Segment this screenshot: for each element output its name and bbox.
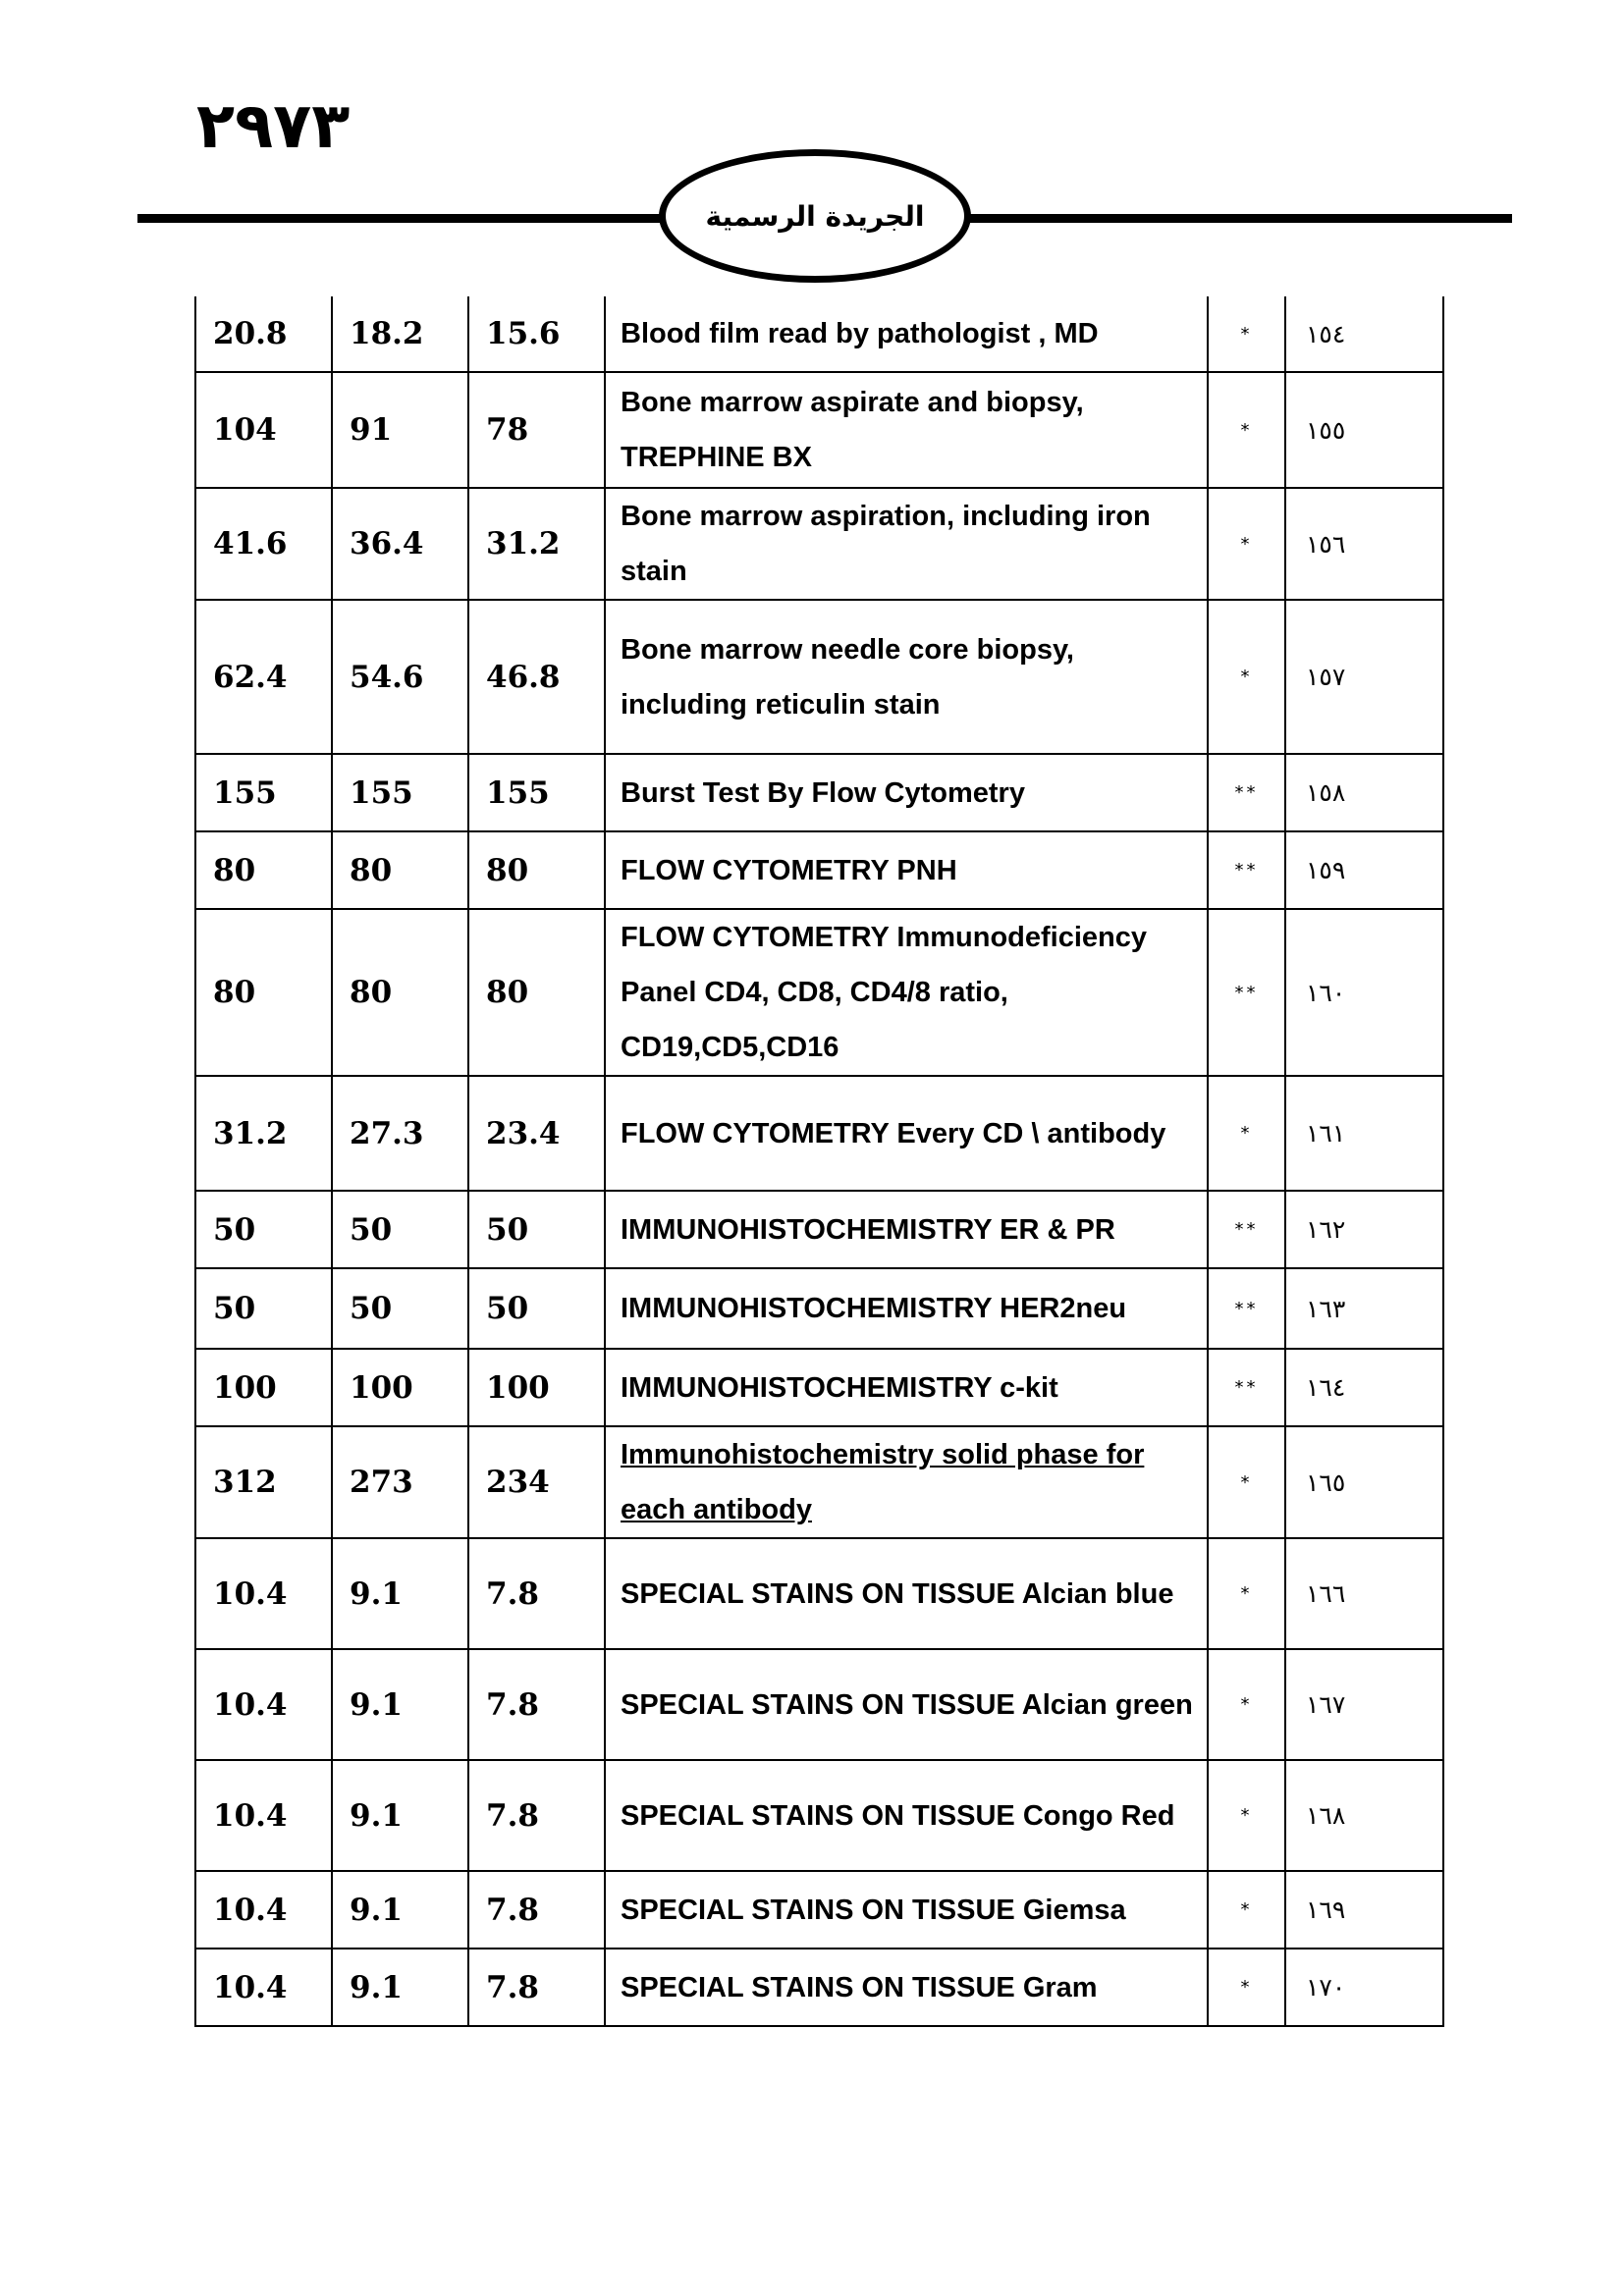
item-number-text: ١٦١ <box>1306 1119 1346 1148</box>
item-number-text: ١٦٥ <box>1306 1468 1346 1497</box>
table-row <box>195 296 1443 372</box>
item-number-text: ١٦٩ <box>1306 1896 1346 1924</box>
table-row <box>195 488 1443 600</box>
price-col-2: 9.1 <box>332 1949 468 2026</box>
item-number-text: ١٧٠ <box>1306 1973 1346 2002</box>
price-col-2: 155 <box>332 754 468 831</box>
item-number <box>1285 1538 1443 1649</box>
item-number-text: ١٥٦ <box>1306 529 1346 559</box>
table-row <box>195 1349 1443 1426</box>
fees-table <box>194 296 1444 2027</box>
page-number: ٢٩٧٣ <box>196 90 351 163</box>
item-number <box>1285 1191 1443 1268</box>
price-col-1: 50 <box>195 1191 332 1268</box>
price-col-2: 9.1 <box>332 1760 468 1871</box>
item-number <box>1285 600 1443 754</box>
item-number-text: ١٦٧ <box>1306 1690 1346 1719</box>
category-mark: * <box>1208 600 1285 754</box>
service-description <box>605 1426 1208 1538</box>
price-col-1: 80 <box>195 831 332 909</box>
price-col-3: 234 <box>468 1426 605 1538</box>
price-col-1: 31.2 <box>195 1076 332 1191</box>
service-description: FLOW CYTOMETRY PNH <box>605 831 1208 909</box>
item-number-text: ١٦٨ <box>1306 1801 1346 1830</box>
category-mark: * <box>1208 1760 1285 1871</box>
price-col-1: 104 <box>195 372 332 488</box>
price-col-2: 50 <box>332 1191 468 1268</box>
service-description: SPECIAL STAINS ON TISSUE Alcian blue <box>605 1538 1208 1649</box>
category-mark: ** <box>1208 909 1285 1076</box>
service-description: SPECIAL STAINS ON TISSUE Gram <box>605 1949 1208 2026</box>
service-description: SPECIAL STAINS ON TISSUE Giemsa <box>605 1871 1208 1949</box>
header-title: الجريدة الرسمية <box>705 199 925 233</box>
price-col-2: 9.1 <box>332 1871 468 1949</box>
category-mark: * <box>1208 1649 1285 1760</box>
item-number <box>1285 1649 1443 1760</box>
price-col-2: 54.6 <box>332 600 468 754</box>
category-mark: * <box>1208 1871 1285 1949</box>
table-row <box>195 1949 1443 2026</box>
item-number-text: ١٦٠ <box>1306 978 1346 1007</box>
table-row <box>195 1268 1443 1349</box>
price-col-3: 7.8 <box>468 1949 605 2026</box>
item-number <box>1285 1871 1443 1949</box>
table-row <box>195 754 1443 831</box>
table-row <box>195 372 1443 488</box>
price-col-3: 7.8 <box>468 1871 605 1949</box>
service-description: Bone marrow needle core biopsy, including reticulin stain <box>605 600 1208 754</box>
price-col-1: 50 <box>195 1268 332 1349</box>
price-col-3: 7.8 <box>468 1649 605 1760</box>
price-col-3: 7.8 <box>468 1538 605 1649</box>
service-description: Bone marrow aspiration, including iron stain <box>605 488 1208 600</box>
price-col-1: 20.8 <box>195 296 332 372</box>
price-col-2: 91 <box>332 372 468 488</box>
item-number-text: ١٦٤ <box>1306 1373 1346 1402</box>
item-number <box>1285 831 1443 909</box>
category-mark: ** <box>1208 1349 1285 1426</box>
category-mark: * <box>1208 296 1285 372</box>
price-col-3: 100 <box>468 1349 605 1426</box>
category-mark: * <box>1208 372 1285 488</box>
service-description-underlined: Immunohistochemistry solid phase for each antibody <box>621 1439 1145 1525</box>
item-number-text: ١٥٤ <box>1306 319 1346 348</box>
item-number-text: ١٦٦ <box>1306 1579 1346 1608</box>
price-col-2: 27.3 <box>332 1076 468 1191</box>
price-col-3: 50 <box>468 1191 605 1268</box>
price-col-1: 100 <box>195 1349 332 1426</box>
price-col-2: 80 <box>332 831 468 909</box>
item-number <box>1285 1426 1443 1538</box>
price-col-1: 10.4 <box>195 1949 332 2026</box>
price-col-1: 62.4 <box>195 600 332 754</box>
price-col-1: 41.6 <box>195 488 332 600</box>
table-row <box>195 1649 1443 1760</box>
price-col-3: 46.8 <box>468 600 605 754</box>
price-col-2: 9.1 <box>332 1538 468 1649</box>
category-mark: * <box>1208 1538 1285 1649</box>
header-oval <box>659 149 971 283</box>
category-mark: ** <box>1208 1268 1285 1349</box>
price-col-3: 23.4 <box>468 1076 605 1191</box>
item-number-text: ١٥٨ <box>1306 778 1346 807</box>
price-col-2: 100 <box>332 1349 468 1426</box>
item-number <box>1285 1760 1443 1871</box>
price-col-2: 9.1 <box>332 1649 468 1760</box>
item-number <box>1285 372 1443 488</box>
category-mark: ** <box>1208 1191 1285 1268</box>
price-col-3: 155 <box>468 754 605 831</box>
price-col-1: 312 <box>195 1426 332 1538</box>
price-col-2: 273 <box>332 1426 468 1538</box>
price-col-3: 78 <box>468 372 605 488</box>
service-description: IMMUNOHISTOCHEMISTRY c-kit <box>605 1349 1208 1426</box>
service-description: SPECIAL STAINS ON TISSUE Congo Red <box>605 1760 1208 1871</box>
price-col-1: 10.4 <box>195 1538 332 1649</box>
price-col-3: 7.8 <box>468 1760 605 1871</box>
service-description: FLOW CYTOMETRY Every CD \ antibody <box>605 1076 1208 1191</box>
service-description: Bone marrow aspirate and biopsy, TREPHINE BX <box>605 372 1208 488</box>
table-row <box>195 831 1443 909</box>
price-col-1: 10.4 <box>195 1871 332 1949</box>
price-col-1: 80 <box>195 909 332 1076</box>
item-number-text: ١٦٣ <box>1306 1294 1346 1323</box>
price-col-1: 155 <box>195 754 332 831</box>
service-description: IMMUNOHISTOCHEMISTRY ER & PR <box>605 1191 1208 1268</box>
category-mark: * <box>1208 488 1285 600</box>
price-col-2: 50 <box>332 1268 468 1349</box>
service-description: SPECIAL STAINS ON TISSUE Alcian green <box>605 1649 1208 1760</box>
table-row <box>195 909 1443 1076</box>
table-row <box>195 1426 1443 1538</box>
item-number-text: ١٥٥ <box>1306 415 1346 445</box>
price-col-3: 80 <box>468 831 605 909</box>
price-col-2: 80 <box>332 909 468 1076</box>
category-mark: ** <box>1208 754 1285 831</box>
service-description: IMMUNOHISTOCHEMISTRY HER2neu <box>605 1268 1208 1349</box>
item-number-text: ١٥٩ <box>1306 856 1346 884</box>
category-mark: ** <box>1208 831 1285 909</box>
item-number <box>1285 488 1443 600</box>
price-col-3: 50 <box>468 1268 605 1349</box>
item-number <box>1285 909 1443 1076</box>
price-col-3: 15.6 <box>468 296 605 372</box>
price-col-1: 10.4 <box>195 1649 332 1760</box>
item-number <box>1285 1076 1443 1191</box>
service-description: Burst Test By Flow Cytometry <box>605 754 1208 831</box>
table-row <box>195 600 1443 754</box>
table-row <box>195 1538 1443 1649</box>
category-mark: * <box>1208 1949 1285 2026</box>
item-number-text: ١٥٧ <box>1306 663 1346 691</box>
item-number <box>1285 1349 1443 1426</box>
category-mark: * <box>1208 1076 1285 1191</box>
table-row <box>195 1760 1443 1871</box>
price-col-2: 36.4 <box>332 488 468 600</box>
item-number <box>1285 296 1443 372</box>
category-mark: * <box>1208 1426 1285 1538</box>
price-col-2: 18.2 <box>332 296 468 372</box>
price-col-3: 80 <box>468 909 605 1076</box>
item-number-text: ١٦٢ <box>1306 1215 1346 1244</box>
item-number <box>1285 754 1443 831</box>
price-col-3: 31.2 <box>468 488 605 600</box>
table-row <box>195 1871 1443 1949</box>
service-description: Blood film read by pathologist , MD <box>605 296 1208 372</box>
table-row <box>195 1191 1443 1268</box>
item-number <box>1285 1949 1443 2026</box>
service-description: FLOW CYTOMETRY Immunodeficiency Panel CD4, CD8, CD4/8 ratio, CD19,CD5,CD16 <box>605 909 1208 1076</box>
item-number <box>1285 1268 1443 1349</box>
price-col-1: 10.4 <box>195 1760 332 1871</box>
table-row <box>195 1076 1443 1191</box>
